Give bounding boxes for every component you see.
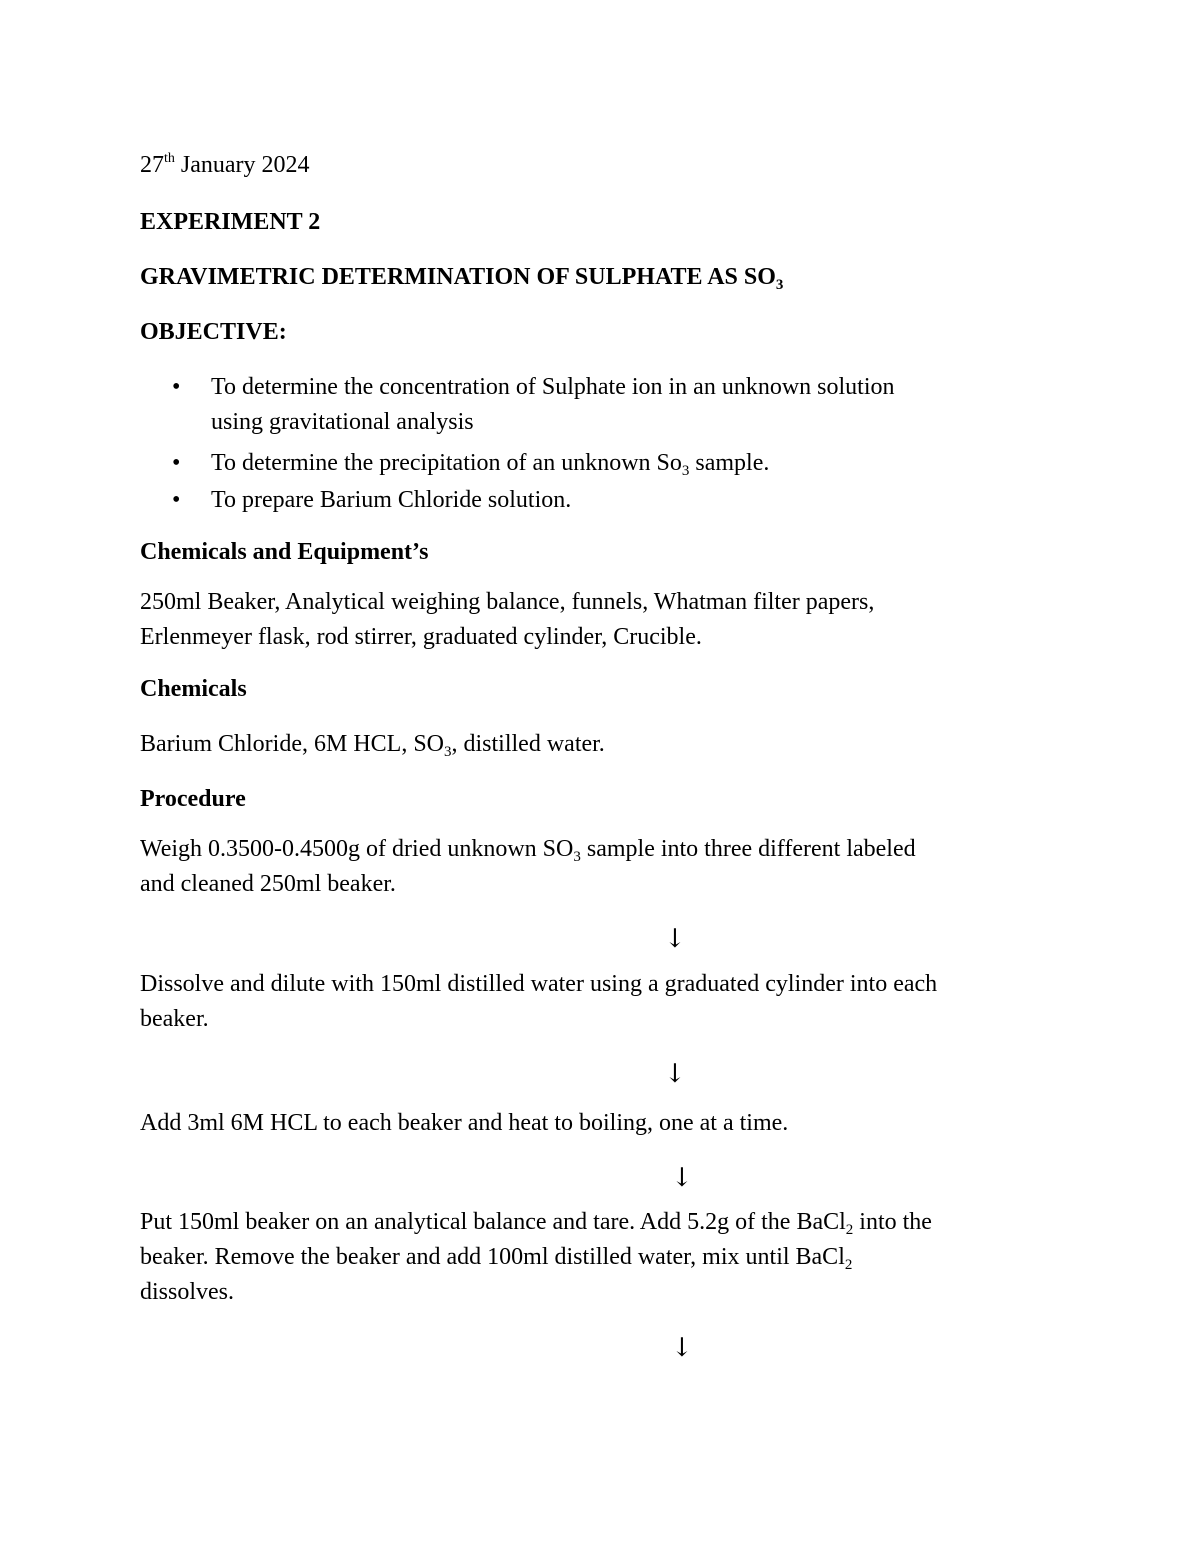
chemicals-text (140, 729, 605, 759)
chemicals-subscript: 3 (444, 744, 452, 760)
step-text-subscript: 2 (844, 1257, 853, 1273)
bullet-icon: • (172, 374, 181, 400)
step-text-subscript: 3 (573, 849, 581, 865)
down-arrow-icon: ↓ (664, 1059, 686, 1089)
step-text-pre: Put 150ml beaker on an analytical balance and tare. Add 5.2g of the BaCl (140, 1209, 846, 1235)
objective-text-line1: To determine the concentration of Sulphate ion in an unknown solution (211, 374, 895, 400)
step-line1 (140, 1207, 932, 1237)
objective-heading: OBJECTIVE: (140, 319, 287, 345)
chemicals-pre: Barium Chloride, 6M HCL, SO (140, 731, 444, 757)
down-arrow-icon: ↓ (671, 1163, 693, 1193)
step-text-pre: beaker. Remove the beaker and add 100ml distilled water, mix until BaCl (140, 1244, 845, 1270)
equipment-text-line1: 250ml Beaker, Analytical weighing balance, funnels, Whatman filter papers, (140, 589, 875, 615)
date-day: 27 (140, 152, 164, 178)
bullet-icon: • (172, 450, 181, 476)
objective-text-subscript: 3 (681, 463, 690, 479)
step-line3: dissolves. (140, 1279, 235, 1305)
step-line2: and cleaned 250ml beaker. (140, 871, 396, 897)
step-line1 (140, 834, 916, 864)
step-line2 (140, 1242, 852, 1272)
experiment-number: EXPERIMENT 2 (140, 209, 321, 235)
procedure-heading: Procedure (140, 786, 246, 812)
down-arrow-icon: ↓ (664, 924, 686, 954)
step-text-post: into the (853, 1209, 932, 1235)
equipment-heading: Chemicals and Equipment’s (140, 539, 429, 565)
step-text-post: sample into three different labeled (580, 836, 916, 862)
date-suffix: th (164, 151, 175, 166)
down-arrow-icon: ↓ (671, 1333, 693, 1363)
chemicals-post: , distilled water. (451, 731, 605, 757)
step-line1: Dissolve and dilute with 150ml distilled water using a graduated cylinder into each (140, 971, 938, 997)
experiment-title (140, 262, 783, 292)
title-subscript: 3 (775, 277, 784, 293)
objective-text: To prepare Barium Chloride solution. (211, 487, 572, 513)
objective-text-post: sample. (689, 450, 770, 476)
bullet-icon: • (172, 487, 181, 513)
step-line1: Add 3ml 6M HCL to each beaker and heat to boiling, one at a time. (140, 1110, 789, 1136)
chemicals-heading: Chemicals (140, 676, 247, 702)
step-text-pre: Weigh 0.3500-0.4500g of dried unknown SO (140, 836, 574, 862)
equipment-text-line2: Erlenmeyer flask, rod stirrer, graduated cylinder, Crucible. (140, 624, 702, 650)
title-main: GRAVIMETRIC DETERMINATION OF SULPHATE AS SO (140, 264, 776, 290)
objective-text-pre: To determine the precipitation of an unknown So (211, 450, 682, 476)
step-text-subscript: 2 (845, 1222, 854, 1238)
step-line2: beaker. (140, 1006, 209, 1032)
document-date (140, 150, 310, 180)
objective-text-line2: using gravitational analysis (211, 409, 474, 435)
date-rest: January 2024 (174, 152, 310, 178)
objective-text (211, 448, 769, 478)
